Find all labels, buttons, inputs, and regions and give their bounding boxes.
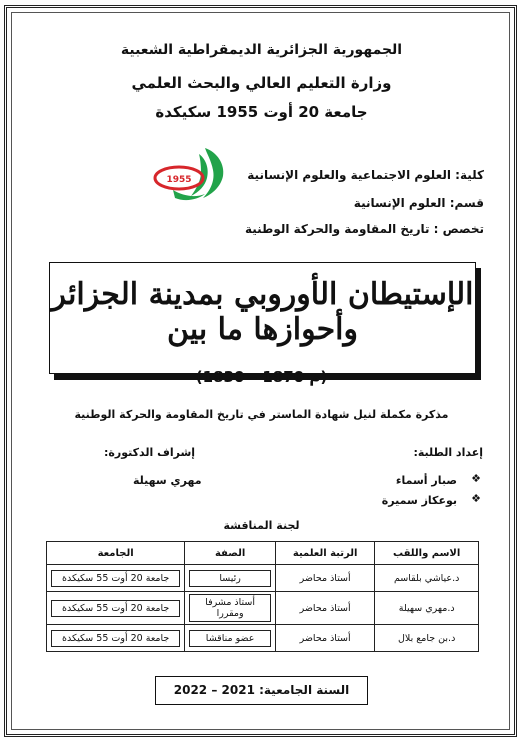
table-row xyxy=(47,592,479,625)
header-rank: الرتبة العلمية xyxy=(275,542,374,565)
prepared-by-label: إعداد الطلبة: xyxy=(413,446,483,459)
supervisor-label: إشراف الدكتورة: xyxy=(104,446,196,459)
faculty-line: كلية: العلوم الاجتماعية والعلوم الإنسانية xyxy=(247,168,484,182)
committee-table xyxy=(46,541,479,652)
title-box xyxy=(49,262,476,374)
student-name: صبار أسماء xyxy=(395,474,457,487)
ministry-heading: وزارة التعليم العالي والبحث العلمي xyxy=(131,74,392,92)
header-university: الجامعة xyxy=(47,542,185,565)
specialty-line: تخصص : تاريخ المقاومة والحركة الوطنية xyxy=(244,222,484,236)
university-logo-icon xyxy=(143,142,231,206)
thesis-note: مذكرة مكملة لنيل شهادة الماستر في تاريخ المقاومة والحركة الوطنية xyxy=(74,408,449,421)
thesis-dates: (1830 – 1870 م) xyxy=(195,368,328,386)
svg-text:1955: 1955 xyxy=(166,175,192,185)
member-university: جامعة 20 أوت 55 سكيكدة xyxy=(51,630,180,647)
student-name: بوعكاز سميرة xyxy=(381,494,457,507)
member-name: د.عياشي بلقاسم xyxy=(375,565,479,592)
university-heading: جامعة 20 أوت 1955 سكيكدة xyxy=(155,103,368,121)
member-rank: أستاذ محاضر xyxy=(275,625,374,652)
member-role: أستاذ مشرفا ومقررا xyxy=(189,594,271,622)
member-role: عضو مناقشا xyxy=(189,630,271,647)
department-line: قسم: العلوم الإنسانية xyxy=(353,196,484,210)
header-role: الصفة xyxy=(185,542,276,565)
member-name: د.مهري سهيلة xyxy=(375,592,479,625)
bullet-icon: ❖ xyxy=(471,472,481,485)
academic-year: السنة الجامعية: 2021 – 2022 xyxy=(155,676,368,705)
table-row xyxy=(47,565,479,592)
member-rank: أستاذ محاضر xyxy=(275,565,374,592)
supervisor-name: مهري سهيلة xyxy=(133,474,202,487)
bullet-icon: ❖ xyxy=(471,492,481,505)
table-row xyxy=(47,625,479,652)
member-university: جامعة 20 أوت 55 سكيكدة xyxy=(51,570,180,587)
member-name: د.بن جامع بلال xyxy=(375,625,479,652)
table-header-row xyxy=(47,542,479,565)
thesis-title: الإستيطان الأوروبي بمدينة الجزائر وأحوازها ما بين xyxy=(51,277,474,347)
header-name: الاسم واللقب xyxy=(375,542,479,565)
committee-title: لجنة المناقشة xyxy=(223,519,300,532)
republic-heading: الجمهورية الجزائرية الديمقراطية الشعبية xyxy=(120,42,403,58)
member-role: رئيسا xyxy=(189,570,271,587)
member-university: جامعة 20 أوت 55 سكيكدة xyxy=(51,600,180,617)
member-rank: أستاذ محاضر xyxy=(275,592,374,625)
